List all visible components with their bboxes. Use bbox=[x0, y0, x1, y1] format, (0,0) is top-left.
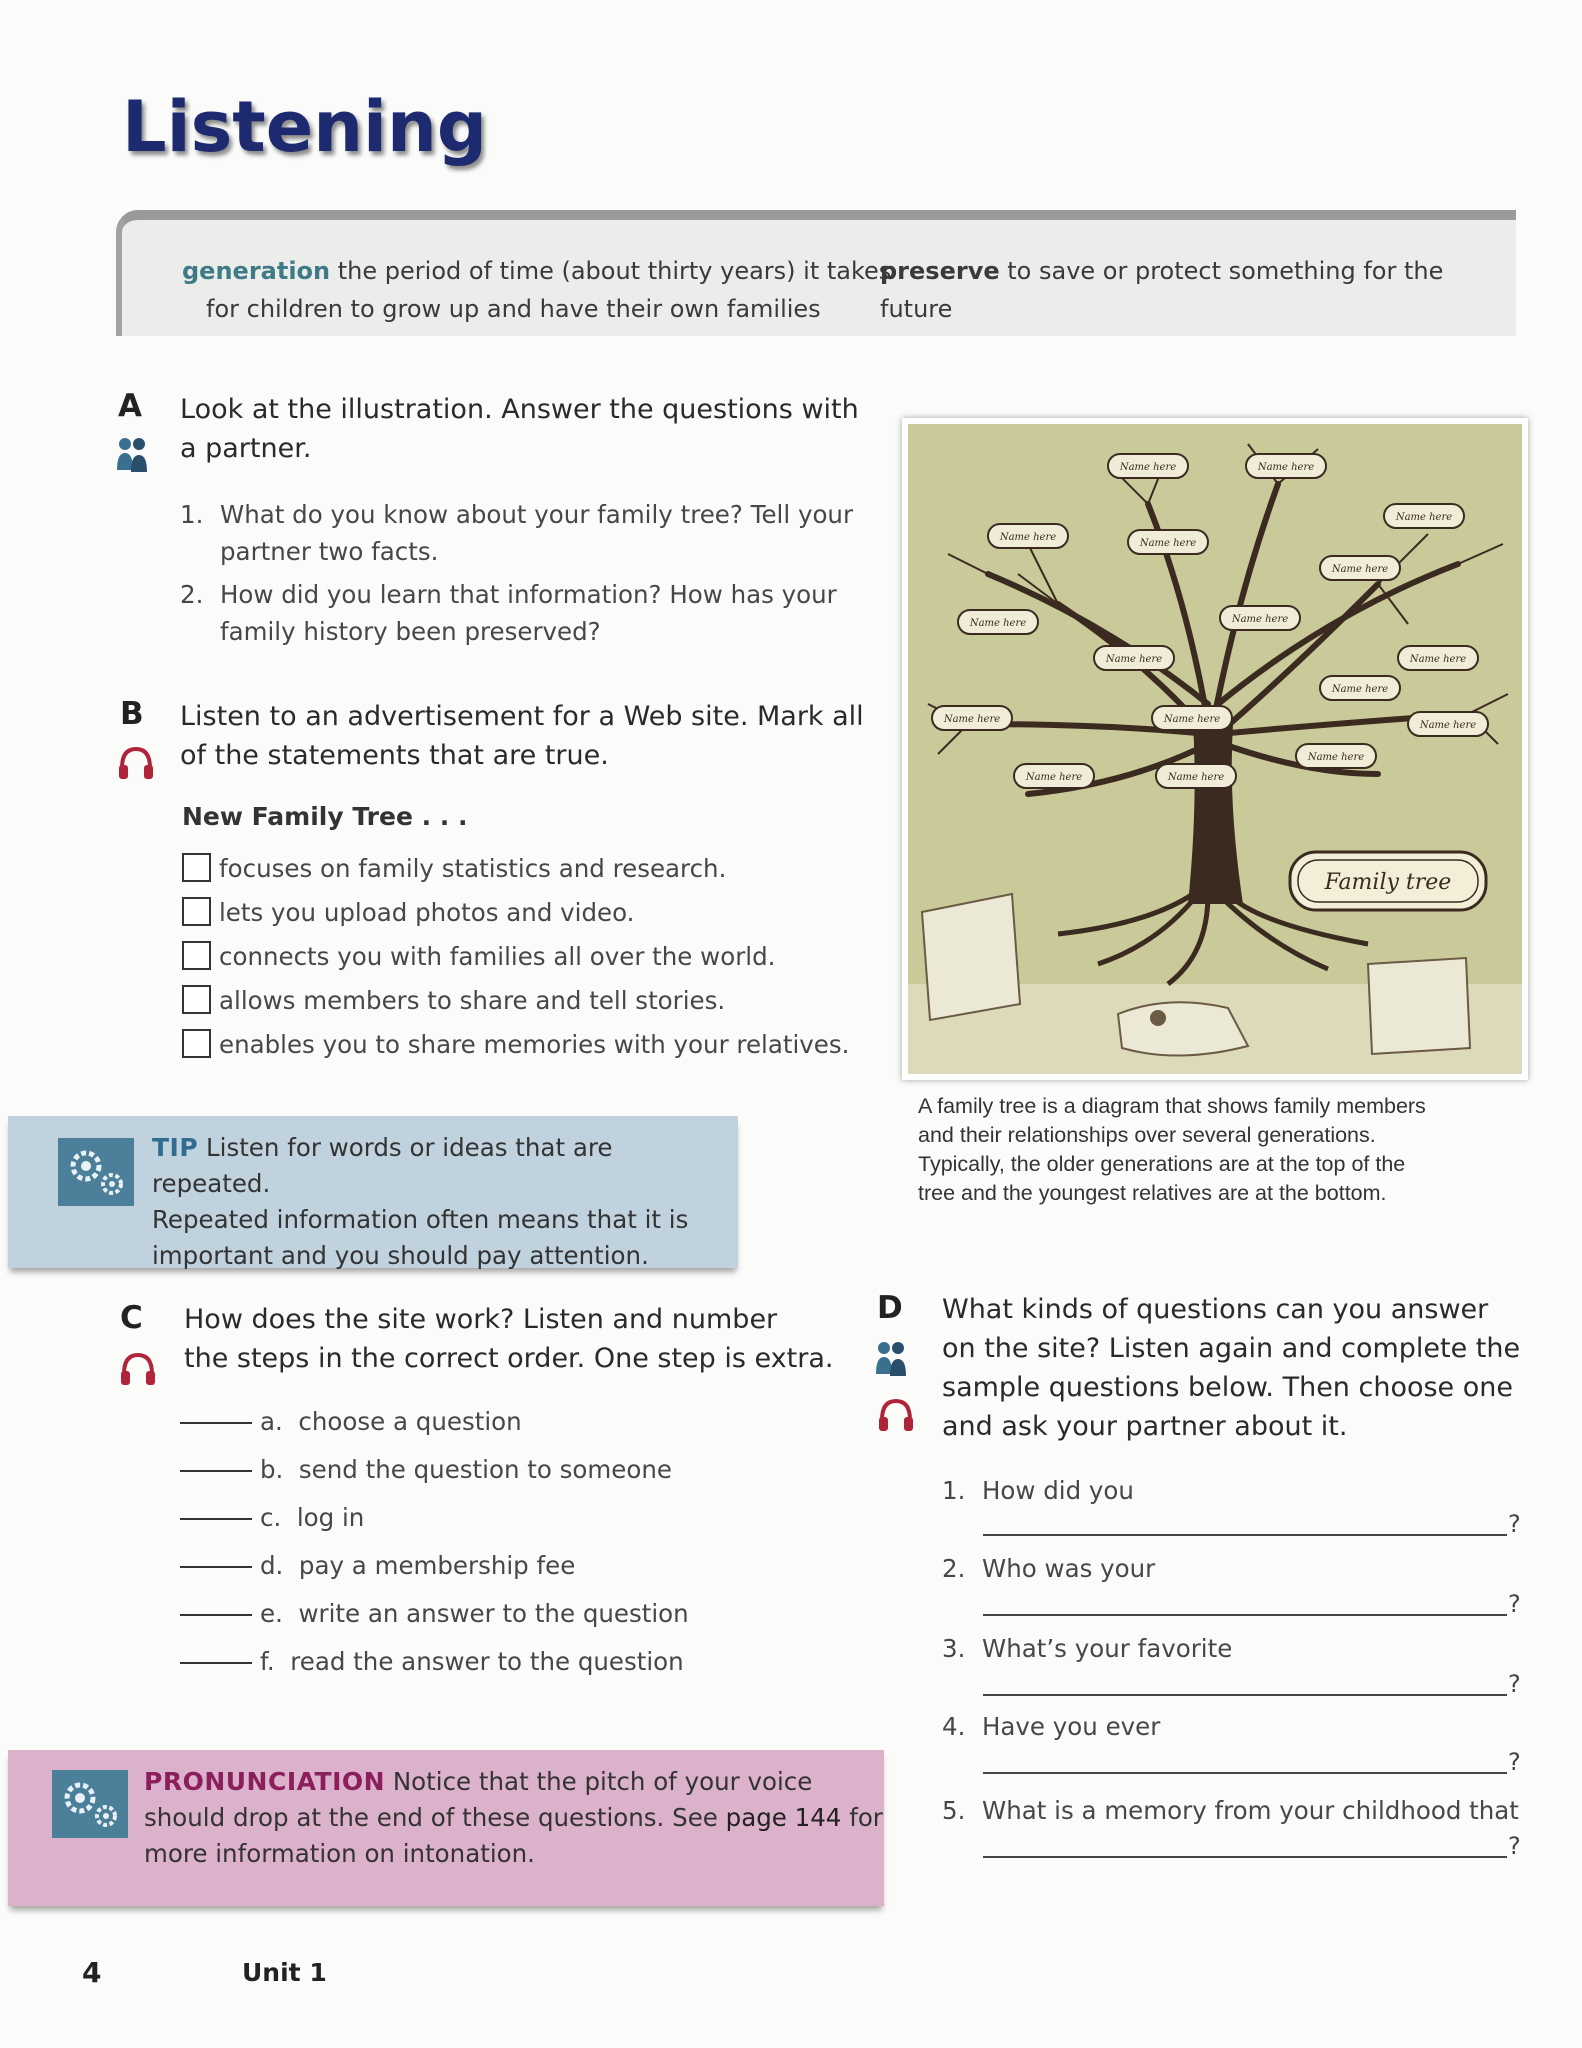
gears-icon bbox=[52, 1770, 128, 1838]
question-mark: ? bbox=[1508, 1590, 1521, 1618]
item-number: 1. bbox=[942, 1476, 966, 1505]
vocab-entry-preserve bbox=[880, 252, 1520, 328]
pronunciation-box bbox=[8, 1750, 884, 1906]
step-text: send the question to someone bbox=[298, 1455, 672, 1484]
question-mark: ? bbox=[1508, 1510, 1521, 1538]
name-plate-label: Name here bbox=[1119, 462, 1177, 473]
section-letter-d: D bbox=[877, 1290, 903, 1326]
step-letter: d. bbox=[260, 1551, 284, 1580]
instruction-line: What kinds of questions can you answer bbox=[942, 1294, 1489, 1325]
step-item bbox=[180, 1546, 820, 1586]
instruction-line: of the statements that are true. bbox=[180, 740, 609, 771]
subheading: New Family Tree . . . bbox=[182, 802, 468, 831]
caption-line: tree and the youngest relatives are at the bottom. bbox=[918, 1181, 1387, 1205]
name-plate-label: Name here bbox=[999, 532, 1057, 543]
step-letter: c. bbox=[260, 1503, 282, 1532]
checkbox[interactable] bbox=[182, 1029, 211, 1058]
question-text: How did you bbox=[982, 1476, 1134, 1505]
caption-line: and their relationships over several generations. bbox=[918, 1123, 1376, 1147]
vocab-definition: to save or protect something for the future bbox=[880, 257, 1444, 323]
checklist-item[interactable] bbox=[182, 1028, 862, 1062]
instruction-line: a partner. bbox=[180, 433, 312, 464]
answer-blank[interactable] bbox=[180, 1518, 252, 1520]
step-text: write an answer to the question bbox=[298, 1599, 689, 1628]
name-plate-label: Name here bbox=[1307, 752, 1365, 763]
section-letter-a: A bbox=[118, 388, 142, 424]
question-text: What is a memory from your childhood that bbox=[982, 1796, 1519, 1825]
item-number: 4. bbox=[942, 1712, 966, 1741]
step-letter: e. bbox=[260, 1599, 283, 1628]
vocab-definition-cont: for children to grow up and have their own families bbox=[206, 295, 821, 323]
step-item bbox=[180, 1450, 820, 1490]
pronunciation-label: PRONUNCIATION bbox=[144, 1767, 386, 1796]
vocabulary-box bbox=[116, 210, 1516, 336]
question-text: What’s your favorite bbox=[982, 1634, 1233, 1663]
list-item bbox=[180, 576, 860, 650]
question-item bbox=[942, 1630, 1522, 1667]
instruction-line: Listen to an advertisement for a Web site. Mark all bbox=[180, 701, 864, 732]
list-item bbox=[180, 496, 860, 570]
pronunciation-line: should drop at the end of these questions. See bbox=[144, 1803, 718, 1832]
instruction-line: Look at the illustration. Answer the questions with bbox=[180, 394, 859, 425]
checklist-item[interactable] bbox=[182, 984, 862, 1018]
section-b-instruction bbox=[180, 697, 880, 775]
checklist-label: connects you with families all over the world. bbox=[219, 942, 776, 971]
answer-line[interactable] bbox=[983, 1772, 1507, 1774]
gears-icon bbox=[58, 1138, 134, 1206]
section-letter-b: B bbox=[120, 696, 144, 732]
tip-label: TIP bbox=[152, 1133, 199, 1162]
section-a-questions bbox=[180, 496, 860, 650]
name-plate-label: Name here bbox=[1395, 512, 1453, 523]
question-item bbox=[942, 1550, 1522, 1587]
pair-work-icon bbox=[874, 1340, 908, 1376]
section-d-instruction bbox=[942, 1290, 1532, 1446]
name-plate-label: Name here bbox=[1167, 772, 1225, 783]
name-plate-label: Name here bbox=[1331, 684, 1389, 695]
name-plate-label: Name here bbox=[969, 618, 1027, 629]
answer-line[interactable] bbox=[983, 1614, 1507, 1616]
step-letter: a. bbox=[260, 1407, 283, 1436]
question-item bbox=[942, 1708, 1522, 1745]
family-tree-title-label: Family tree bbox=[1324, 870, 1452, 895]
instruction-line: How does the site work? Listen and number bbox=[184, 1304, 778, 1335]
instruction-line: the steps in the correct order. One step is extra. bbox=[184, 1343, 834, 1374]
answer-blank[interactable] bbox=[180, 1470, 252, 1472]
item-number: 1. bbox=[180, 500, 204, 529]
step-item bbox=[180, 1642, 820, 1682]
answer-line[interactable] bbox=[983, 1534, 1507, 1536]
name-plate-label: Name here bbox=[1257, 462, 1315, 473]
step-text: log in bbox=[296, 1503, 365, 1532]
tip-text bbox=[152, 1130, 732, 1274]
pronunciation-line: for bbox=[849, 1803, 883, 1832]
instruction-line: sample questions below. Then choose one bbox=[942, 1372, 1513, 1403]
checkbox[interactable] bbox=[182, 853, 211, 882]
step-item bbox=[180, 1594, 820, 1634]
checklist-item[interactable] bbox=[182, 896, 862, 930]
name-plate-label: Name here bbox=[1139, 538, 1197, 549]
checkbox[interactable] bbox=[182, 897, 211, 926]
question-item bbox=[942, 1792, 1522, 1829]
unit-label: Unit 1 bbox=[242, 1958, 327, 1987]
item-number: 2. bbox=[180, 580, 204, 609]
section-a-instruction bbox=[180, 390, 880, 468]
answer-line[interactable] bbox=[983, 1856, 1507, 1858]
name-plate-label: Name here bbox=[1025, 772, 1083, 783]
checkbox[interactable] bbox=[182, 985, 211, 1014]
step-item bbox=[180, 1402, 820, 1442]
checklist-label: focuses on family statistics and research. bbox=[219, 854, 727, 883]
instruction-line: and ask your partner about it. bbox=[942, 1411, 1348, 1442]
checklist-label: allows members to share and tell stories. bbox=[219, 986, 726, 1015]
checklist-item[interactable] bbox=[182, 852, 862, 886]
name-plate-label: Name here bbox=[943, 714, 1001, 725]
checkbox[interactable] bbox=[182, 941, 211, 970]
item-text: What do you know about your family tree? Tell your bbox=[220, 500, 854, 529]
name-plate-label: Name here bbox=[1331, 564, 1389, 575]
tip-box bbox=[8, 1116, 738, 1268]
item-text-cont: partner two facts. bbox=[220, 537, 439, 566]
pronunciation-line: more information on intonation. bbox=[144, 1839, 535, 1868]
vocab-entry-generation bbox=[182, 252, 962, 328]
pair-work-icon bbox=[115, 436, 149, 472]
question-mark: ? bbox=[1508, 1670, 1521, 1698]
answer-line[interactable] bbox=[983, 1694, 1507, 1696]
steps-list bbox=[180, 1402, 820, 1682]
headphones-icon bbox=[116, 744, 156, 782]
tip-line: Listen for words or ideas that are repeated. bbox=[152, 1133, 613, 1198]
pronunciation-text bbox=[144, 1764, 884, 1872]
item-text: How did you learn that information? How has your bbox=[220, 580, 837, 609]
name-plate-label: Name here bbox=[1409, 654, 1467, 665]
step-letter: f. bbox=[260, 1647, 275, 1676]
name-plate-label: Name here bbox=[1419, 720, 1477, 731]
headphones-icon bbox=[876, 1396, 916, 1434]
step-item bbox=[180, 1498, 820, 1538]
vocab-definition: the period of time (about thirty years) it takes bbox=[337, 257, 892, 285]
item-text-cont: family history been preserved? bbox=[220, 617, 601, 646]
caption-line: A family tree is a diagram that shows family members bbox=[918, 1094, 1426, 1118]
name-plate-label: Name here bbox=[1163, 714, 1221, 725]
instruction-line: on the site? Listen again and complete the bbox=[942, 1333, 1521, 1364]
pronunciation-line: Notice that the pitch of your voice bbox=[392, 1767, 813, 1796]
section-c-instruction bbox=[184, 1300, 884, 1378]
vocab-word: generation bbox=[182, 257, 331, 285]
image-caption bbox=[918, 1092, 1518, 1208]
caption-line: Typically, the older generations are at the top of the bbox=[918, 1152, 1406, 1176]
answer-blank[interactable] bbox=[180, 1566, 252, 1568]
step-letter: b. bbox=[260, 1455, 284, 1484]
headphones-icon bbox=[118, 1350, 158, 1388]
name-plate-label: Name here bbox=[1231, 614, 1289, 625]
tip-line: Repeated information often means that it is bbox=[152, 1205, 689, 1234]
page-reference-link[interactable]: page 144 bbox=[725, 1803, 842, 1832]
item-number: 5. bbox=[942, 1796, 966, 1825]
question-text: Who was your bbox=[982, 1554, 1156, 1583]
answer-blank[interactable] bbox=[180, 1614, 252, 1616]
item-number: 3. bbox=[942, 1634, 966, 1663]
answer-blank[interactable] bbox=[180, 1422, 252, 1424]
page-number: 4 bbox=[82, 1956, 102, 1989]
answer-blank[interactable] bbox=[180, 1662, 252, 1664]
step-text: choose a question bbox=[298, 1407, 522, 1436]
question-mark: ? bbox=[1508, 1748, 1521, 1776]
family-tree-illustration bbox=[902, 418, 1528, 1080]
vocab-word: preserve bbox=[880, 257, 1000, 285]
section-letter-c: C bbox=[120, 1300, 143, 1336]
question-text: Have you ever bbox=[982, 1712, 1161, 1741]
step-text: pay a membership fee bbox=[298, 1551, 576, 1580]
step-text: read the answer to the question bbox=[290, 1647, 684, 1676]
checklist-label: lets you upload photos and video. bbox=[219, 898, 635, 927]
tip-line: important and you should pay attention. bbox=[152, 1241, 649, 1270]
checklist-label: enables you to share memories with your relatives. bbox=[219, 1030, 850, 1059]
question-item bbox=[942, 1472, 1522, 1509]
page-title: Listening bbox=[122, 86, 487, 168]
checklist-item[interactable] bbox=[182, 940, 862, 974]
question-mark: ? bbox=[1508, 1832, 1521, 1860]
family-tree-image bbox=[908, 424, 1522, 1074]
name-plate-label: Name here bbox=[1105, 654, 1163, 665]
statement-checklist bbox=[182, 852, 862, 1062]
item-number: 2. bbox=[942, 1554, 966, 1583]
